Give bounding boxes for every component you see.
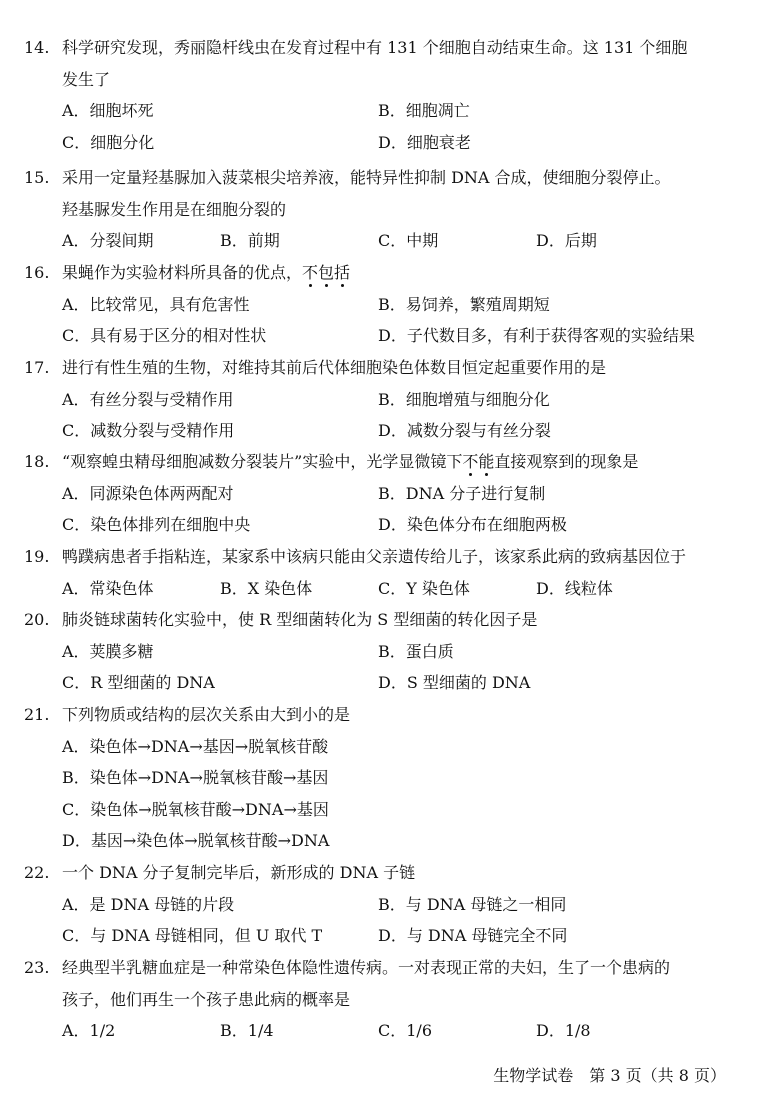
option-c: C．与 DNA 母链相同，但 U 取代 T [62,926,323,945]
question-15 [24,162,754,257]
option-b: B．细胞增殖与细胞分化 [378,389,550,409]
question-stem: 经典型半乳糖血症是一种常染色体隐性遗传病。一对表现正常的夫妇，生了一个患病的 [62,958,671,977]
option-c: C．具有易于区分的相对性状 [62,326,267,345]
option-row [24,889,754,921]
option-a: A．是 DNA 母链的片段 [62,894,235,914]
option-d: D．1/8 [536,1021,591,1040]
option-c: C．1/6 [378,1021,432,1040]
option-a: A．常染色体 [62,578,154,598]
question-number: 14. [24,38,50,57]
option-b: B．DNA 分子进行复制 [378,483,546,503]
question-stem-suffix: 直接观察到的现象是 [494,452,639,471]
question-23 [24,952,754,1047]
option-row [24,225,754,257]
question-14 [24,32,754,158]
option-a: A．分裂间期 [62,231,154,250]
question-18 [24,446,754,541]
option-c: C．细胞分化 [62,132,155,152]
option-b: B．前期 [220,231,280,250]
option-row [24,636,754,668]
question-stem: 鸭蹼病患者手指粘连，某家系中该病只能由父亲遗传给儿子，该家系此病的致病基因位于 [62,547,687,566]
question-stem: 肺炎链球菌转化实验中，使 R 型细菌转化为 S 型细菌的转化因子是 [62,610,538,629]
option-row [24,478,754,510]
option-row [24,127,754,159]
question-number: 23. [24,958,50,977]
question-stem: 科学研究发现，秀丽隐杆线虫在发育过程中有 131 个细胞自动结束生命。这 131 个细胞 [62,38,688,57]
question-stem-cont: 羟基脲发生作用是在细胞分裂的 [62,199,287,219]
emphasis-char: 不 [302,257,318,289]
question-stem: 一个 DNA 分子复制完毕后，新形成的 DNA 子链 [62,863,416,882]
option-c: C．染色体→脱氧核苷酸→DNA→基因 [62,799,329,819]
option-a: A．荚膜多糖 [62,641,154,661]
option-b: B．染色体→DNA→脱氧核苷酸→基因 [62,768,329,787]
option-a: A．同源染色体两两配对 [62,483,234,503]
option-a: A．1/2 [62,1021,116,1040]
question-stem-cont: 发生了 [62,69,111,89]
question-20 [24,604,754,699]
option-c: C．Y 染色体 [378,578,470,598]
option-d: D．与 DNA 母链完全不同 [378,926,568,945]
question-22 [24,857,754,952]
question-stem: 进行有性生殖的生物，对维持其前后代体细胞染色体数目恒定起重要作用的是 [62,358,607,377]
question-number: 16. [24,263,50,282]
option-a: A．细胞坏死 [62,101,154,120]
option-d: D．减数分裂与有丝分裂 [378,421,551,440]
option-d: D．细胞衰老 [378,132,471,152]
option-b: B．1/4 [220,1021,274,1040]
option-row [24,415,754,447]
option-row [24,289,754,321]
option-row [24,920,754,952]
option-row [24,95,754,127]
option-b: B．X 染色体 [220,578,313,598]
option-b: B．与 DNA 母链之一相同 [378,894,567,914]
question-number: 18. [24,452,50,471]
question-number: 19. [24,547,50,566]
emphasis-char: 不 [462,446,478,478]
option-d: D．染色体分布在细胞两极 [378,515,567,534]
option-c: C．染色体排列在细胞中央 [62,515,251,534]
question-number: 15. [24,168,50,187]
question-number: 20. [24,610,50,629]
question-17 [24,352,754,447]
question-number: 22. [24,863,50,882]
option-a: A．比较常见，具有危害性 [62,294,250,314]
option-d: D．S 型细菌的 DNA [378,673,531,692]
option-b: B．易饲养，繁殖周期短 [378,294,550,314]
option-row [24,1015,754,1047]
emphasis-char: 括 [334,257,350,289]
option-d: D．基因→染色体→脱氧核苷酸→DNA [62,831,330,850]
question-number: 17. [24,358,50,377]
option-c: C．中期 [378,231,439,250]
option-c: C．减数分裂与受精作用 [62,421,235,440]
option-d: D．后期 [536,231,597,250]
option-d: D．子代数目多，有利于获得客观的实验结果 [378,326,695,345]
question-19 [24,541,754,604]
option-b: B．蛋白质 [378,641,454,661]
option-row [24,667,754,699]
question-number: 21. [24,705,50,724]
option-row [24,509,754,541]
emphasis-char: 能 [478,446,494,478]
question-stem-cont: 孩子，他们再生一个孩子患此病的概率是 [62,989,351,1009]
question-stem: 采用一定量羟基脲加入菠菜根尖培养液，能特异性抑制 DNA 合成，使细胞分裂停止。 [62,168,671,187]
option-b: B．细胞凋亡 [378,101,470,120]
question-21 [24,699,754,857]
option-row [24,384,754,416]
option-row [24,320,754,352]
question-stem: 果蝇作为实验材料所具备的优点， [62,263,303,282]
option-c: C．R 型细菌的 DNA [62,673,215,692]
question-stem: “观察蝗虫精母细胞减数分裂装片”实验中，光学显微镜下 [62,452,463,471]
option-d: D．线粒体 [536,578,613,598]
option-a: A．染色体→DNA→基因→脱氧核苷酸 [62,736,329,756]
page-footer: 生物学试卷 第 3 页（共 8 页） [493,1066,726,1085]
option-row [24,573,754,605]
option-a: A．有丝分裂与受精作用 [62,389,234,409]
question-stem: 下列物质或结构的层次关系由大到小的是 [62,705,351,724]
emphasis-char: 包 [318,257,334,289]
question-16 [24,257,754,352]
